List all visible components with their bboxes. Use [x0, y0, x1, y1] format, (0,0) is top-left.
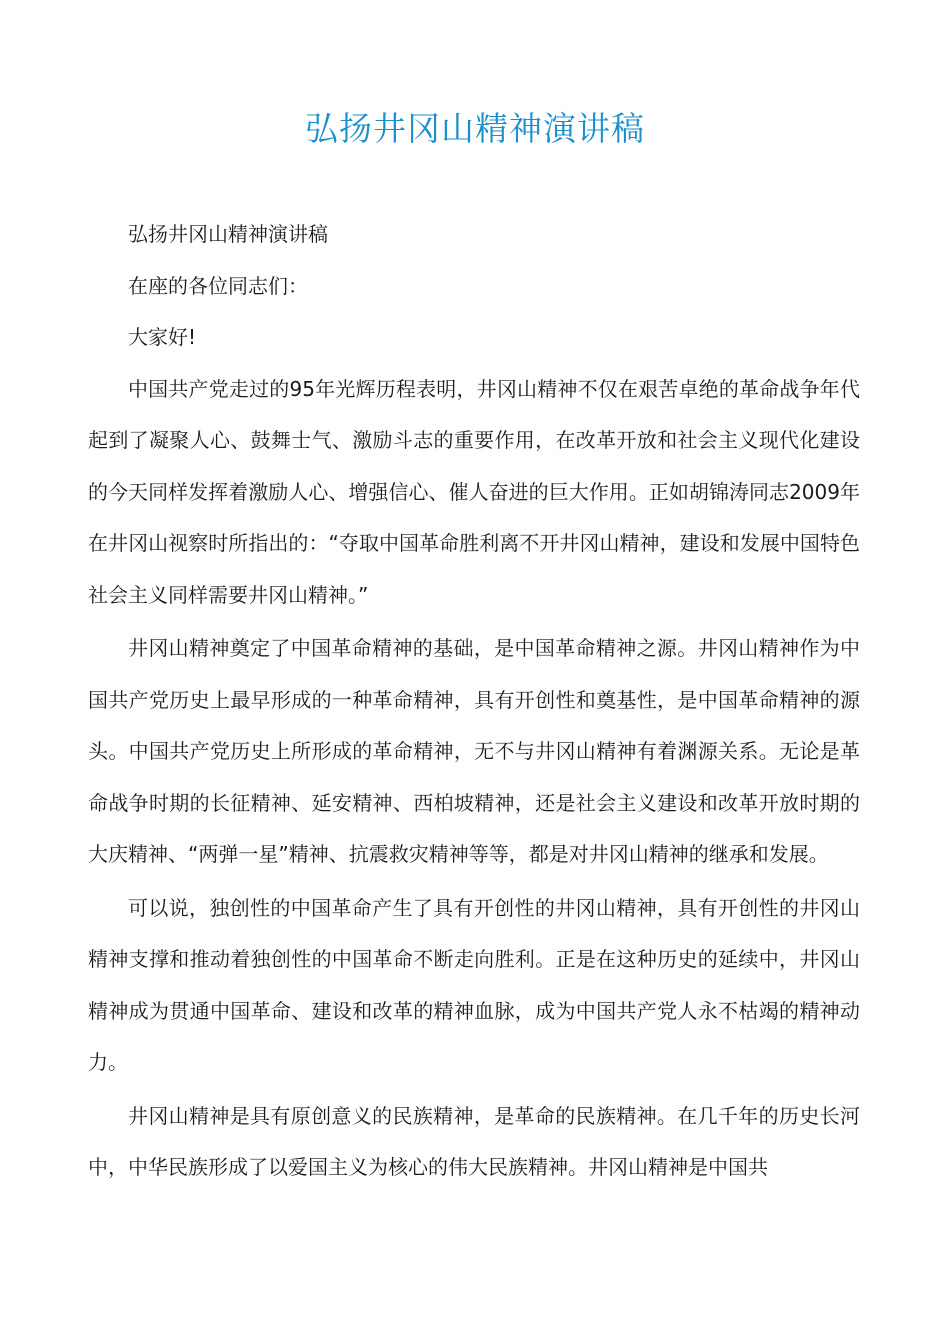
paragraph-salutation: 在座的各位同志们：	[128, 273, 308, 298]
document-body	[88, 209, 860, 1196]
paragraph-greeting: 大家好!	[128, 325, 197, 349]
document-title: 弘扬井冈山精神演讲稿	[305, 109, 645, 148]
paragraph-2: 井冈山精神奠定了中国革命精神的基础，是中国革命精神之源。井冈山精神作为中国共产党历史上最早形成的一种革命精神，具有开创性和奠基性，是中国革命精神的源头。中国共产党历史上所形成的革命精神，无不与井冈山精神有着渊源关系。无论是革命战争时期的长征精神、延安精神、西柏坡精神，还是社会主义建设和改革开放时期的大庆精神、“两弹一星”精神、抗震救灾精神等等，都是对井冈山精神的继承和发展。	[88, 636, 860, 866]
paragraph-3: 可以说，独创性的中国革命产生了具有开创性的井冈山精神，具有开创性的井冈山精神支撑和推动着独创性的中国革命不断走向胜利。正是在这种历史的延续中，井冈山精神成为贯通中国革命、建设和改革的精神血脉，成为中国共产党人永不枯竭的精神动力。	[88, 895, 860, 1074]
paragraph-1: 中国共产党走过的95年光辉历程表明，井冈山精神不仅在艰苦卓绝的革命战争年代起到了凝聚人心、鼓舞士气、激励斗志的重要作用，在改革开放和社会主义现代化建设的今天同样发挥着激励人心、增强信心、催人奋进的巨大作用。正如胡锦涛同志2009年在井冈山视察时所指出的：“夺取中国革命胜利离不开井冈山精神，建设和发展中国特色社会主义同样需要井冈山精神。”	[88, 376, 860, 607]
paragraph-heading: 弘扬井冈山精神演讲稿	[128, 222, 328, 246]
paragraph-4: 井冈山精神是具有原创意义的民族精神，是革命的民族精神。在几千年的历史长河中，中华民族形成了以爱国主义为核心的伟大民族精神。井冈山精神是中国共	[88, 1103, 860, 1179]
